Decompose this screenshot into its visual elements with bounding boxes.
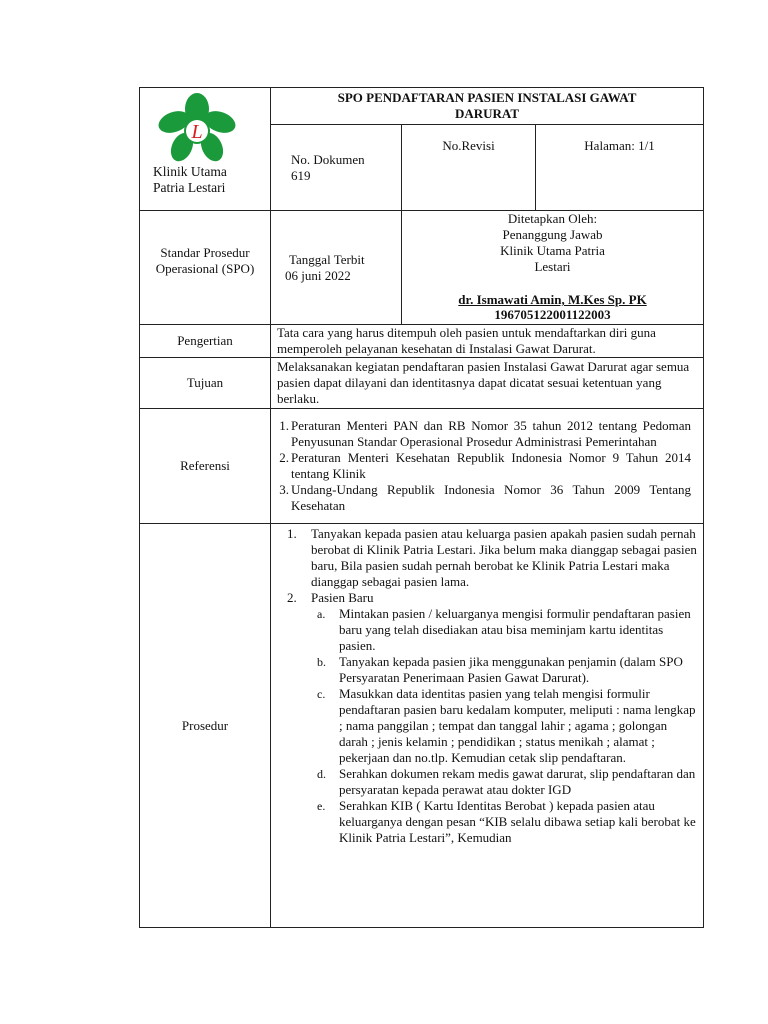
referensi-item [279, 418, 692, 450]
substep-text: Tanyakan kepada pasien jika menggunakan penjamin (dalam SPO Persyaratan Penerimaan Pasien Gawat Darurat). [339, 654, 683, 685]
clinic-name-line1: Klinik Utama [153, 164, 227, 179]
prosedur-step [271, 526, 703, 590]
clinic-name [153, 164, 227, 196]
spo-line1: Standar Prosedur [160, 244, 250, 260]
logo-cell [140, 88, 271, 211]
spo-table [139, 87, 704, 928]
signer-name: dr. Ismawati Amin, M.Kes Sp. PK [458, 292, 647, 307]
spo-standard-cell [140, 211, 271, 325]
no-revisi-cell [402, 125, 536, 211]
clinic-logo-icon [156, 92, 238, 164]
pengertian-label: Pengertian [140, 325, 271, 358]
substep-text: Masukkan data identitas pasien yang telah mengisi formulir pendaftaran pasien baru kedalam komputer, meliputi : nama lengkap ; nama panggilan ; tempat dan tanggal lahir ; agama ; golongan darah ; jenis kelamin ; pendidikan ; status menikah ; alamat ; pekerjaan dan no.tlp. Kemudian cetak slip pendaftaran. [339, 686, 696, 765]
referensi-number: 3. [279, 482, 289, 497]
signer-nip: 196705122001122003 [494, 307, 611, 322]
referensi-item [279, 482, 692, 514]
substep-letter: c. [317, 687, 326, 701]
halaman-label: Halaman: 1/1 [584, 137, 655, 153]
ditetapkan-line2: Penanggung Jawab [502, 227, 603, 242]
no-dokumen-value: 619 [291, 167, 311, 183]
prosedur-substep [311, 798, 699, 846]
referensi-number: 1. [279, 418, 289, 433]
referensi-list-cell [271, 409, 704, 524]
prosedur-label: Prosedur [140, 524, 271, 928]
prosedur-substep [311, 766, 699, 798]
prosedur-step-number: 1. [287, 526, 297, 541]
no-dokumen-cell [271, 125, 402, 211]
prosedur-step-number: 2. [287, 590, 297, 605]
spo-line2: Operasional (SPO) [155, 260, 255, 276]
tanggal-terbit-cell [271, 211, 402, 325]
substep-letter: a. [317, 607, 326, 621]
clinic-name-line2: Patria Lestari [153, 180, 226, 195]
tanggal-value: 06 juni 2022 [285, 267, 351, 283]
prosedur-step-text: Pasien Baru [311, 590, 374, 605]
logo-letter: L [191, 121, 203, 143]
ditetapkan-cell [402, 211, 704, 325]
signature-block [402, 292, 703, 322]
no-revisi-label: No.Revisi [442, 137, 495, 153]
substep-letter: b. [317, 655, 326, 669]
tujuan-label: Tujuan [140, 358, 271, 409]
prosedur-substep [311, 606, 699, 654]
prosedur-step-text: Tanyakan kepada pasien atau keluarga pasien apakah pasien sudah pernah berobat di Klinik Patria Lestari. Jika belum maka dianggap sebagai pasien baru, Bila pasien sudah pernah berobat ke Klinik Patria Lestari maka dianggap sebagai pasien lama. [311, 526, 697, 589]
halaman-cell [536, 125, 704, 211]
substep-letter: e. [317, 799, 326, 813]
title-line1: SPO PENDAFTARAN PASIEN INSTALASI GAWAT [337, 90, 637, 105]
no-dokumen-label: No. Dokumen [291, 151, 365, 167]
prosedur-step [271, 590, 703, 846]
referensi-label: Referensi [140, 409, 271, 524]
title-line2: DARURAT [454, 106, 520, 121]
substep-text: Mintakan pasien / keluarganya mengisi formulir pendaftaran pasien baru yang telah disediakan atau bisa meminjam kartu identitas pasien. [339, 606, 691, 653]
substep-text: Serahkan KIB ( Kartu Identitas Berobat ) kepada pasien atau keluarganya dengan pesan “KIB selalu dibawa setiap kali berobat ke Klinik Patria Lestari”, Kemudian [339, 798, 696, 845]
tujuan-text: Melaksanakan kegiatan pendaftaran pasien Instalasi Gawat Darurat agar semua pasien dapat dilayani dan identitasnya dapat dicatat sesuai ketentuan yang berlaku. [271, 358, 704, 409]
substep-letter: d. [317, 767, 326, 781]
referensi-text: Peraturan Menteri PAN dan RB Nomor 35 tahun 2012 tentang Pedoman Penyusunan Standar Operasional Prosedur Administrasi Pemerintahan [291, 418, 692, 449]
tanggal-label: Tanggal Terbit [289, 251, 365, 267]
ditetapkan-line1: Ditetapkan Oleh: [507, 211, 598, 226]
prosedur-substep [311, 686, 699, 766]
pengertian-text: Tata cara yang harus ditempuh oleh pasien untuk mendaftarkan diri guna memperoleh pelayanan kesehatan di Instalasi Gawat Darurat. [271, 325, 704, 358]
spo-document [139, 87, 703, 928]
prosedur-substep [311, 654, 699, 686]
referensi-number: 2. [279, 450, 289, 465]
referensi-text: Peraturan Menteri Kesehatan Republik Indonesia Nomor 9 Tahun 2014 tentang Klinik [291, 450, 692, 481]
document-title [271, 88, 704, 125]
prosedur-cell [271, 524, 704, 928]
referensi-text: Undang-Undang Republik Indonesia Nomor 36 Tahun 2009 Tentang Kesehatan [291, 482, 692, 513]
ditetapkan-line3: Klinik Utama Patria [500, 243, 605, 258]
ditetapkan-line4: Lestari [534, 259, 571, 274]
substep-text: Serahkan dokumen rekam medis gawat darurat, slip pendaftaran dan persyaratan kepada perawat atau dokter IGD [339, 766, 696, 797]
referensi-item [279, 450, 692, 482]
